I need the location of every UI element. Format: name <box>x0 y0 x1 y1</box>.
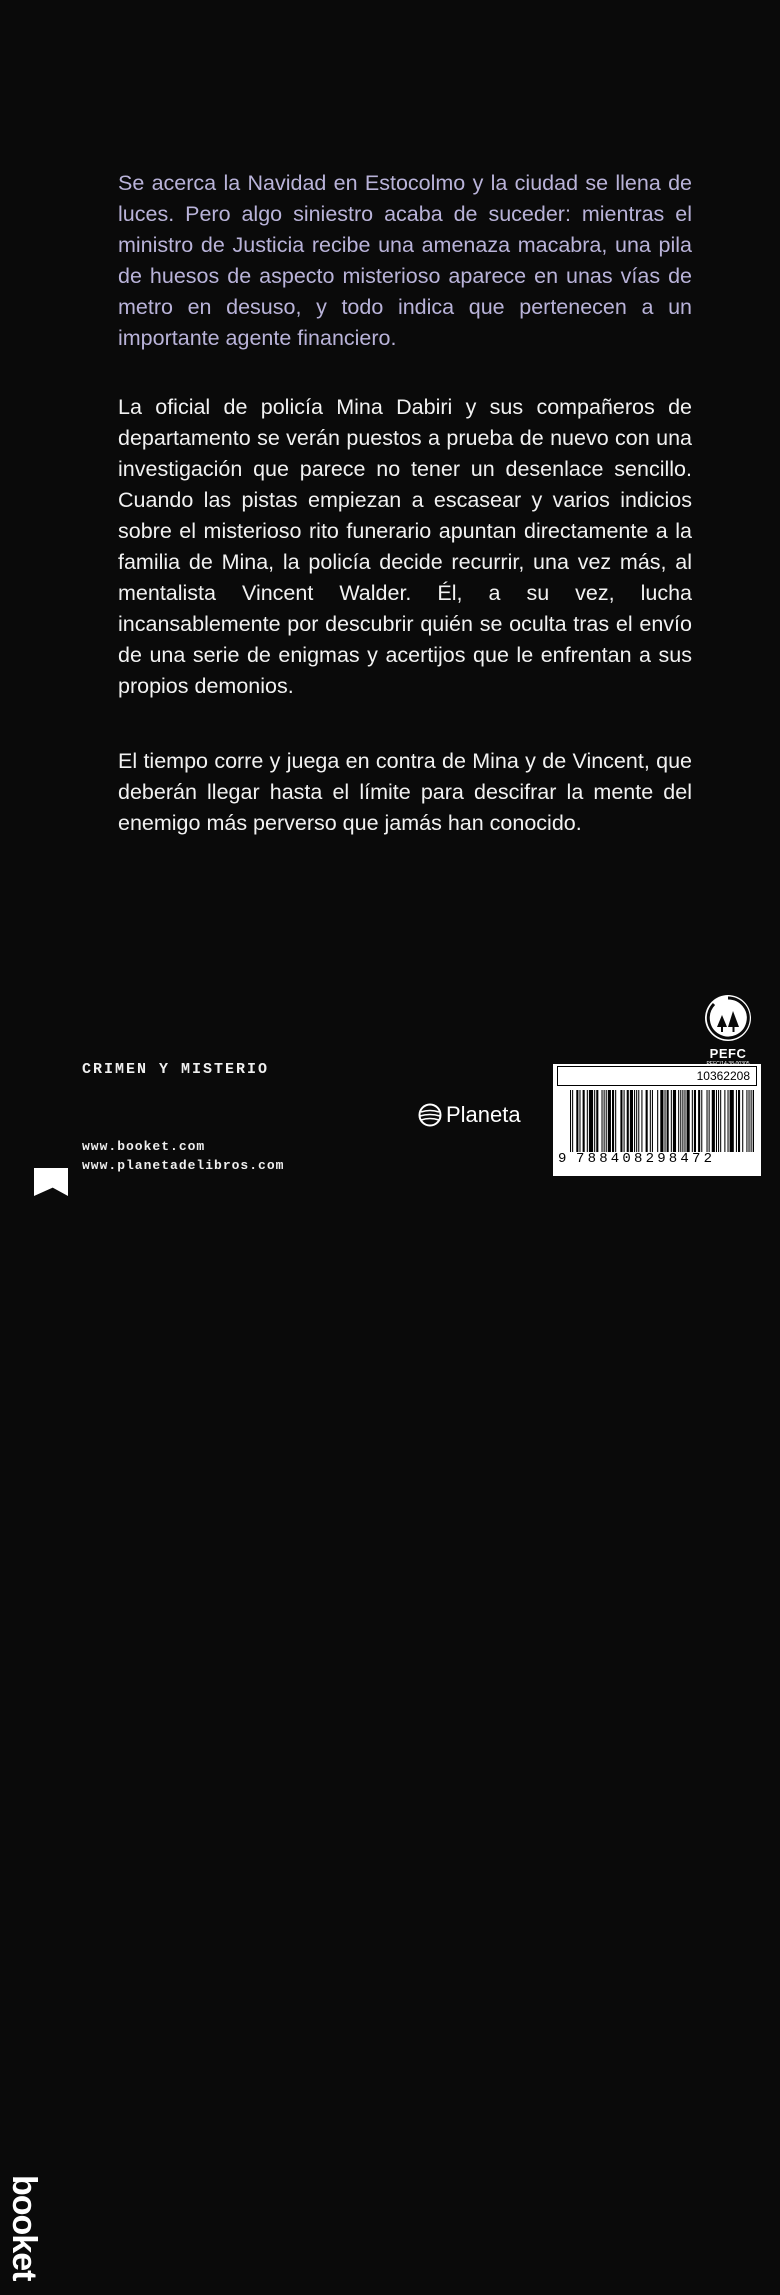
barcode-bar <box>720 1090 721 1152</box>
barcode-bar <box>671 1090 672 1152</box>
barcode-bar <box>665 1090 666 1152</box>
blurb-paragraph-1: Se acerca la Navidad en Estocolmo y la ciudad se llena de luces. Pero algo siniestro acaba de suceder: mientras el ministro de Justicia recibe una amenaza macabra, una pila de huesos de aspecto misterioso aparece en unas vías de metro en desuso, y todo indica que pertenecen a un importante agente financiero. <box>118 171 692 350</box>
barcode-bar <box>746 1090 747 1152</box>
barcode-bar <box>712 1090 715 1152</box>
barcode <box>570 1090 754 1152</box>
barcode-bar <box>572 1090 573 1152</box>
barcode-bar <box>570 1090 571 1152</box>
barcode-bar <box>692 1090 693 1152</box>
barcode-bar <box>650 1090 651 1152</box>
barcode-bar <box>724 1090 725 1152</box>
barcode-bar <box>742 1090 743 1152</box>
barcode-bar <box>718 1090 719 1152</box>
barcode-bar <box>576 1090 578 1152</box>
barcode-bar <box>701 1090 702 1152</box>
barcode-bar <box>612 1090 614 1152</box>
barcode-bar <box>606 1090 607 1152</box>
booket-tab-shape <box>34 1168 68 1196</box>
barcode-bar <box>624 1090 625 1152</box>
pefc-label: PEFC <box>709 1046 747 1061</box>
barcode-bar <box>678 1090 679 1152</box>
planeta-logo <box>418 1102 521 1128</box>
barcode-bar <box>667 1090 669 1152</box>
barcode-bar <box>716 1090 717 1152</box>
planeta-globe-icon <box>418 1103 442 1127</box>
barcode-bar <box>749 1090 750 1152</box>
planeta-url: www.planetadelibros.com <box>82 1158 285 1173</box>
booket-wordmark: booket <box>5 2175 43 2281</box>
barcode-bar <box>736 1090 737 1152</box>
barcode-bar <box>728 1090 729 1152</box>
isbn-digits: 788408298472 <box>576 1151 716 1167</box>
barcode-bar <box>587 1090 588 1152</box>
barcode-bar <box>682 1090 683 1152</box>
barcode-bar <box>634 1090 635 1152</box>
barcode-bar <box>615 1090 616 1152</box>
barcode-bar <box>594 1090 595 1152</box>
barcode-bar <box>751 1090 752 1152</box>
isbn-first-digit: 9 <box>558 1151 567 1167</box>
blurb-paragraph-2: La oficial de policía Mina Dabiri y sus compañeros de departamento se verán puestos a prueba de nuevo con una investigación que parece no tener un desenlace sencillo. Cuando las pistas empiezan a escasear y varios indicios sobre el misterioso rito funerario apuntan directamente a la familia de Mina, la policía decide recurrir, una vez más, al mentalista Vincent Walder. Él, a su vez, lucha incansablemente por descubrir quién se oculta tras el envío de una serie de enigmas y acertijos que le enfrentan a sus propios demonios. <box>118 395 692 698</box>
barcode-bar <box>602 1090 603 1152</box>
barcode-bar <box>620 1090 622 1152</box>
barcode-bar <box>596 1090 598 1152</box>
barcode-bar <box>638 1090 639 1152</box>
barcode-bar <box>646 1090 648 1152</box>
barcode-bar <box>589 1090 593 1152</box>
barcode-bar <box>738 1090 740 1152</box>
barcode-bar <box>579 1090 580 1152</box>
barcode-bar <box>698 1090 700 1152</box>
barcode-bar <box>641 1090 642 1152</box>
barcode-bar <box>608 1090 611 1152</box>
barcode-bar <box>583 1090 585 1152</box>
blurb-paragraph-3: El tiempo corre y juega en contra de Mina y de Vincent, que deberán llegar hasta el límite para descifrar la mente del enemigo más perverso que jamás han conocido. <box>118 749 692 835</box>
barcode-bar <box>753 1090 754 1152</box>
barcode-bar <box>730 1090 734 1152</box>
barcode-bar <box>657 1090 658 1152</box>
barcode-bar <box>604 1090 605 1152</box>
barcode-bar <box>652 1090 653 1152</box>
planeta-wordmark: Planeta <box>446 1102 521 1127</box>
barcode-bar <box>684 1090 685 1152</box>
barcode-bar <box>660 1090 663 1152</box>
barcode-bar <box>636 1090 637 1152</box>
barcode-bar <box>694 1090 696 1152</box>
barcode-bar <box>630 1090 633 1152</box>
barcode-bar <box>680 1090 681 1152</box>
booket-url: www.booket.com <box>82 1139 206 1154</box>
product-code: 10362208 <box>557 1066 757 1086</box>
pefc-tree-icon <box>703 993 753 1043</box>
barcode-bar <box>627 1090 629 1152</box>
barcode-bar <box>687 1090 690 1152</box>
barcode-bar <box>709 1090 710 1152</box>
barcode-bar <box>673 1090 676 1152</box>
barcode-bar <box>707 1090 708 1152</box>
series-label: CRIMEN Y MISTERIO <box>82 1061 270 1078</box>
pefc-logo <box>698 993 758 1067</box>
